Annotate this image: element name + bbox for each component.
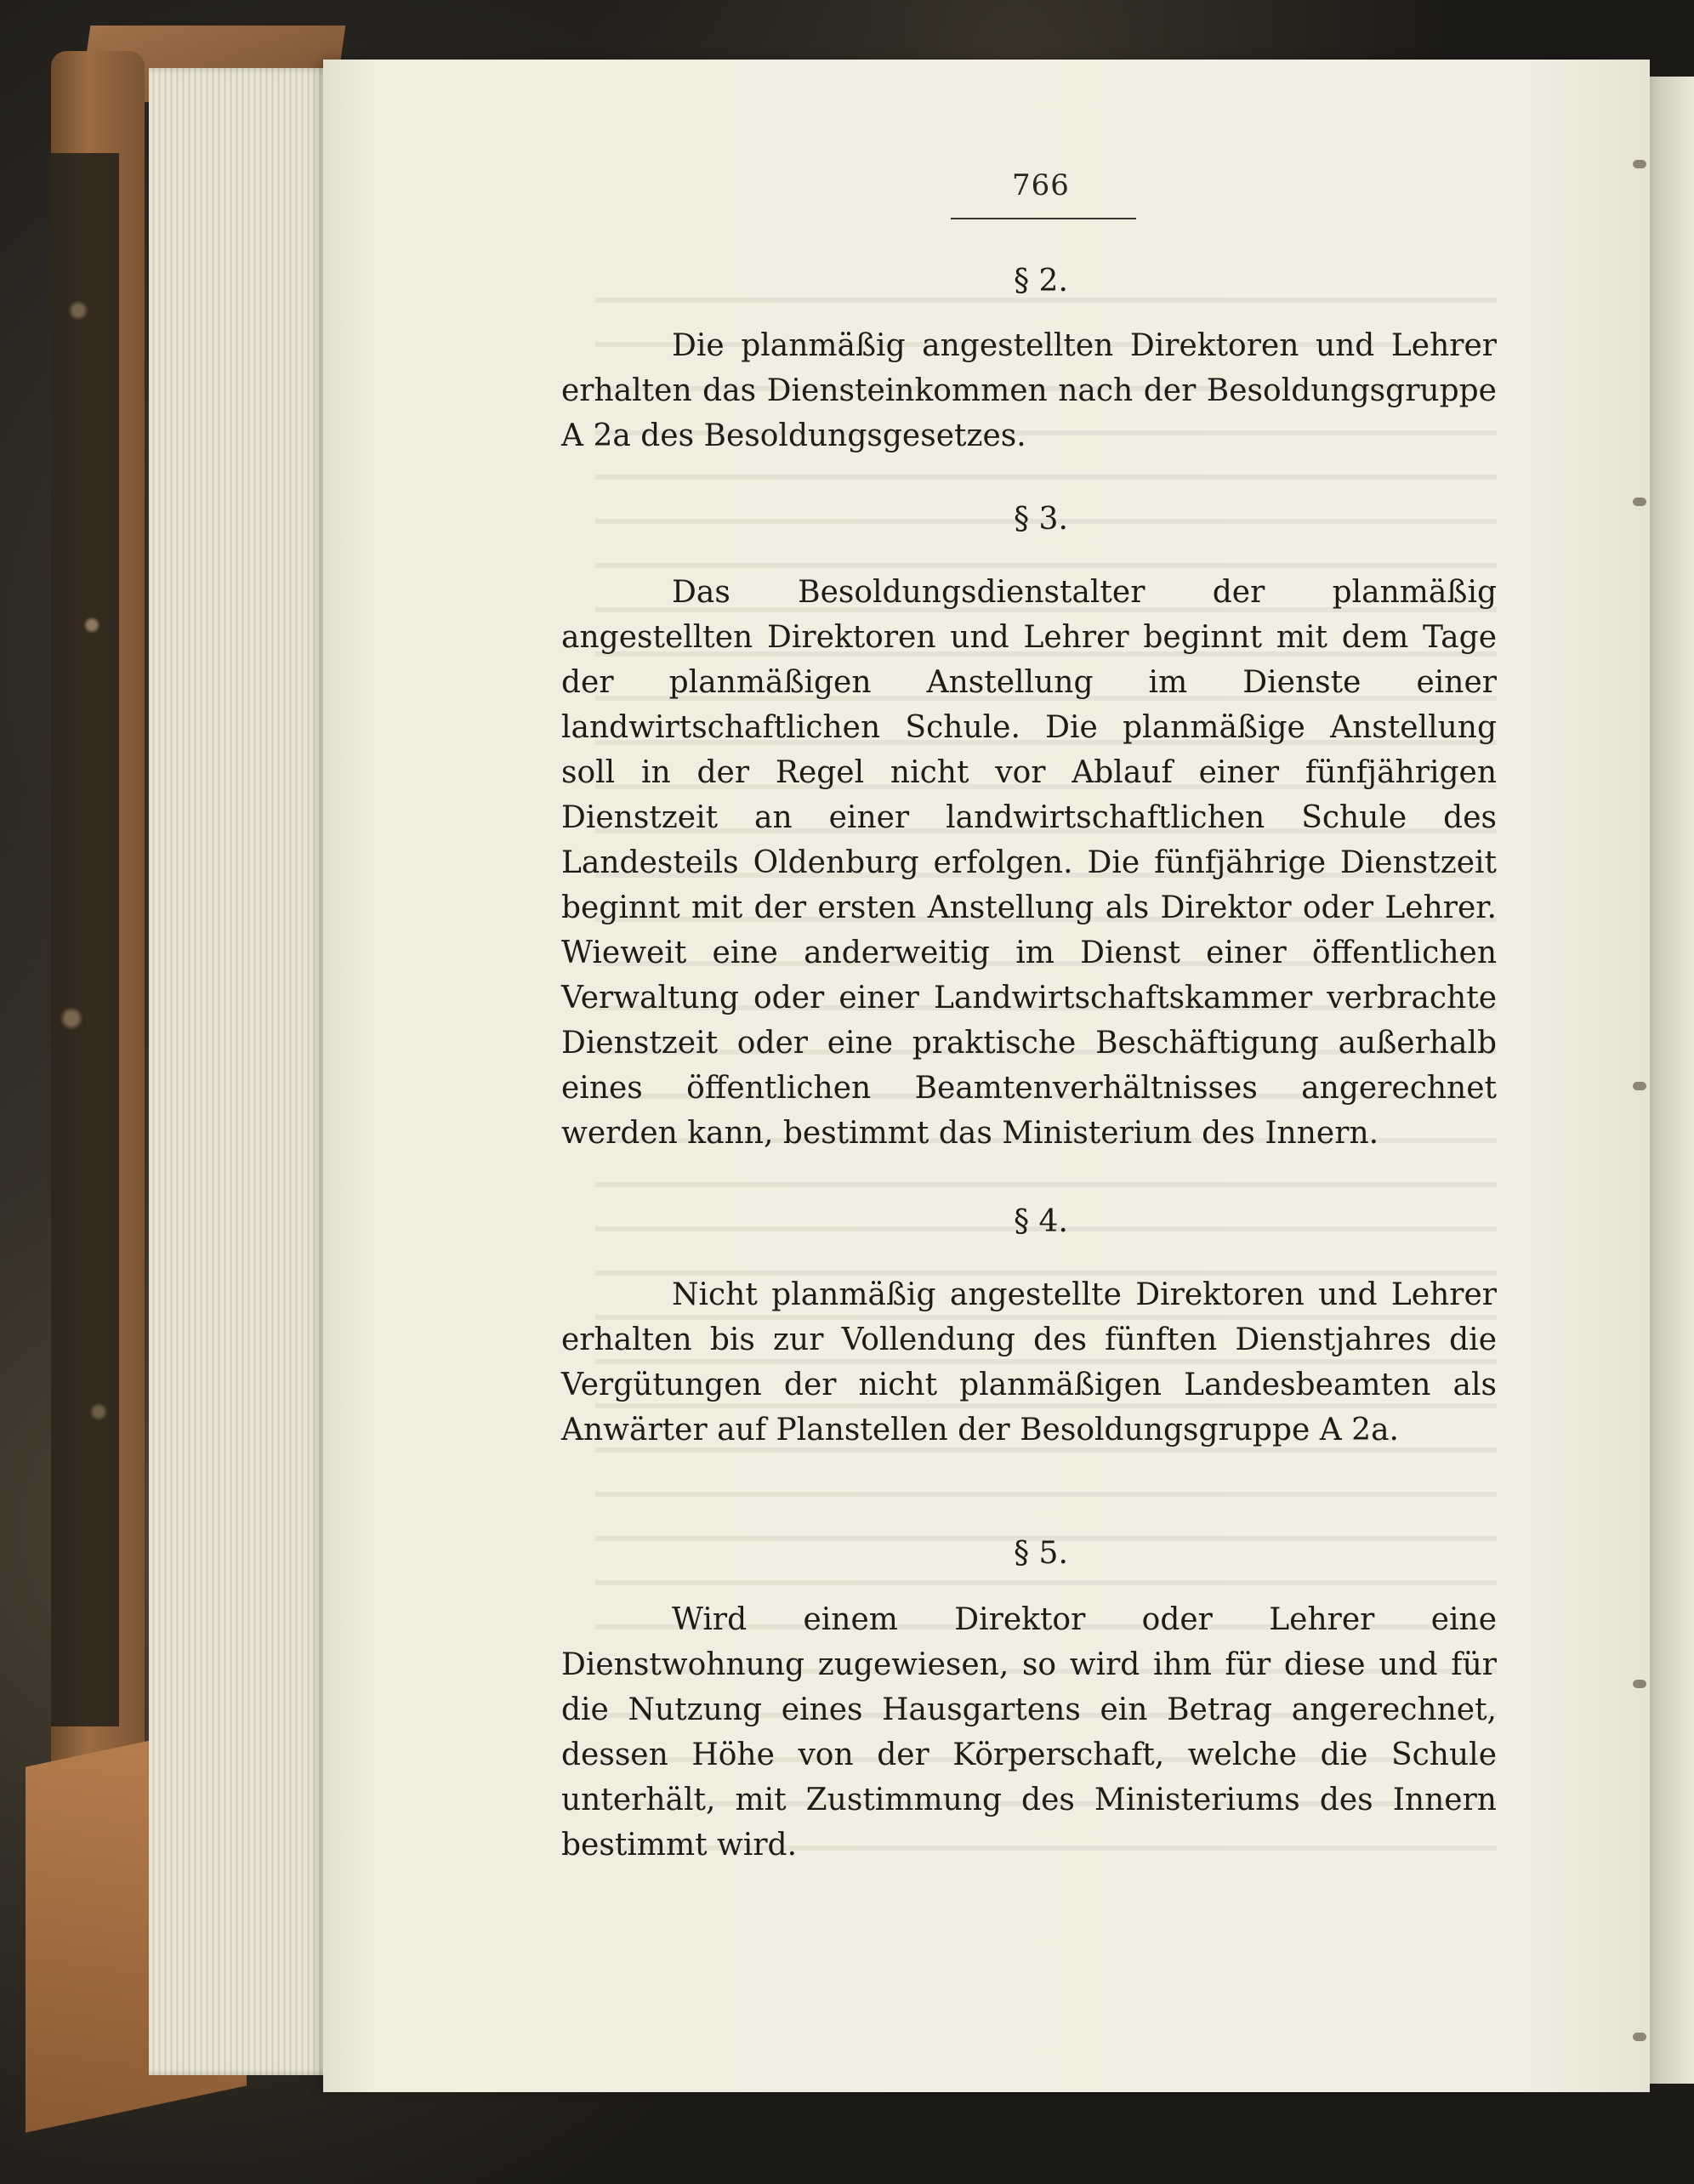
paragraph: Nicht planmäßig angestellte Direktoren und Lehrer erhalten bis zur Vollendung des fünften Dienstjahres die Vergütungen der nicht planmäßigen Landesbeamten als Anwärter auf Planstellen der Besoldungsgruppe A 2a. — [561, 1277, 1497, 1447]
page-number: 766 — [1012, 168, 1070, 202]
marbled-board — [51, 153, 119, 1726]
page-edges — [149, 68, 340, 2075]
paragraph: Die planmäßig angestellten Direktoren und Lehrer erhalten das Diensteinkommen nach der Besoldungsgruppe A 2a des Besoldungsgesetzes. — [561, 328, 1497, 453]
page-number-rule — [951, 218, 1136, 219]
section-body — [561, 1597, 1497, 1868]
binding-thread — [1633, 1082, 1646, 1090]
section-heading: § 2. — [1014, 264, 1068, 299]
binding-thread — [1633, 1680, 1646, 1688]
section-body — [561, 1272, 1497, 1453]
section-body — [561, 570, 1497, 1156]
binding-thread — [1633, 2033, 1646, 2041]
paragraph: Wird einem Direktor oder Lehrer eine Dienstwohnung zugewiesen, so wird ihm für diese und für die Nutzung eines Hausgartens ein Betrag angerechnet, dessen Höhe von der Körperschaft, welche die Schule unterhält, mit Zustimmung des Ministeriums des Innern bestimmt wird. — [561, 1602, 1497, 1863]
section-heading: § 5. — [1014, 1536, 1068, 1571]
paragraph: Das Besoldungsdienstalter der planmäßig angestellten Direktoren und Lehrer beginnt mit dem Tage der planmäßigen Anstellung im Dienste einer landwirtschaftlichen Schule. Die planmäßige Anstellung soll in der Regel nicht vor Ablauf einer fünfjährigen Dienstzeit an einer landwirtschaftlichen Schule des Landesteils Oldenburg erfolgen. Die fünfjährige Dienstzeit beginnt mit der ersten Anstellung als Direktor oder Lehrer. Wieweit eine anderweitig im Dienst einer öffentlichen Verwaltung oder einer Landwirtschaftskammer verbrachte Dienstzeit oder eine praktische Beschäftigung außerhalb eines öffentlichen Beamtenverhältnisses angerechnet werden kann, bestimmt das Ministerium des Innern. — [561, 575, 1497, 1151]
section-heading: § 3. — [1014, 502, 1068, 537]
section-heading: § 4. — [1014, 1204, 1068, 1239]
binding-thread — [1633, 160, 1646, 168]
facing-page-edge — [1650, 77, 1694, 2084]
binding-thread — [1633, 498, 1646, 506]
section-body — [561, 323, 1497, 458]
